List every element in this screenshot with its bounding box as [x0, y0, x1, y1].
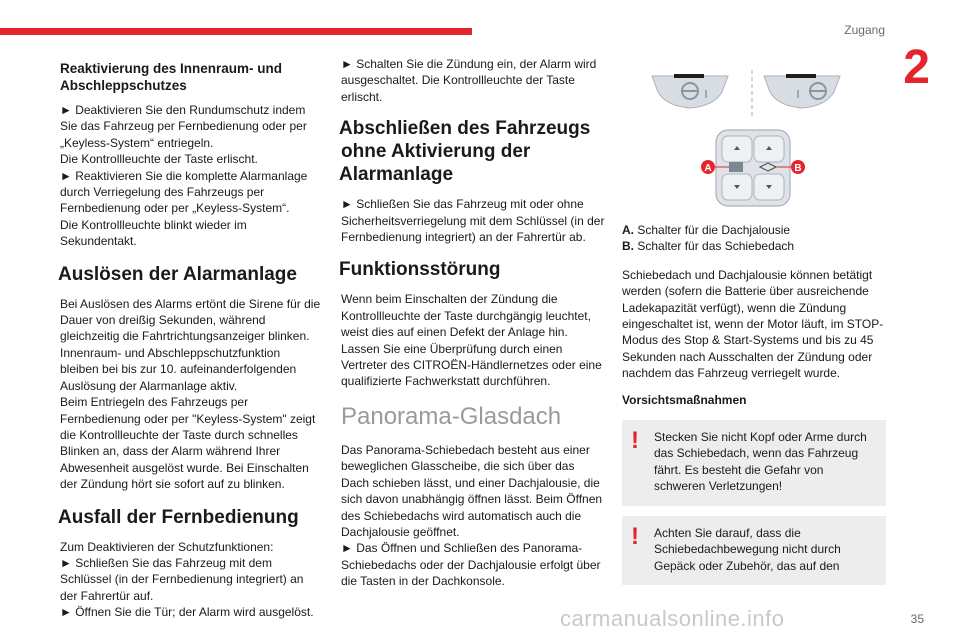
dome-light-right-icon	[764, 74, 840, 108]
dome-light-left-icon	[652, 74, 728, 108]
paragraph: ► Deaktivieren Sie den Rundumschutz indem Sie das Fahrzeug per Fernbedienung oder per „Keyless-System“ entriegeln.	[60, 103, 307, 150]
heading-reaktivierung: Reaktivierung des Innenraum- und Abschleppschutzes	[60, 61, 283, 93]
heading-ausloesen: Auslösen der Alarmanlage	[58, 263, 297, 285]
paragraph: Lassen Sie eine Überprüfung durch einen Vertreter des CITROËN-Händlernetzes oder eine qualifizierte Fachwerkstatt durchführen.	[341, 341, 602, 389]
paragraph: Die Kontrollleuchte der Taste erlischt.	[60, 152, 258, 167]
column-2	[341, 56, 605, 590]
paragraph: ► Das Öffnen und Schließen des Panorama-Schiebedachs oder der Dachjalousie erfolgt über die Tasten in der Dachkonsole.	[341, 541, 601, 589]
paragraph: Das Panorama-Schiebedach besteht aus einer beweglichen Glasscheibe, die sich über das Dach schieben lässt, und einer Dachjalousie, die sich davon unabhängig öffnen lässt. Beim Öffnen des Schiebedachs wird automatisch auch die Dachjalousie geöffnet.	[341, 442, 603, 539]
heading-panorama: Panorama-Glasdach	[341, 402, 562, 430]
paragraph: Wenn beim Einschalten der Zündung die Kontrollleuchte der Taste durchgängig leuchtet, weist dies auf einen Defekt der Anlage hin.	[341, 292, 591, 340]
heading-abschliessen	[339, 117, 605, 186]
roof-console-illustration	[622, 60, 886, 210]
warning-icon: !	[631, 427, 639, 455]
paragraph: ► Öffnen Sie die Tür; der Alarm wird ausgelöst.	[60, 605, 314, 620]
chapter-number: 2	[903, 41, 930, 94]
paragraph: ► Schließen Sie das Fahrzeug mit oder ohne Sicherheitsverriegelung mit dem Schlüssel (in der Fernbedienung integriert) an der Fahrertür ab.	[341, 197, 605, 245]
figure-captions	[622, 222, 886, 255]
paragraph: Die Kontrollleuchte blinkt wieder im Sekundentakt.	[60, 217, 247, 249]
column-1	[60, 56, 322, 621]
heading-line: ohne Aktivierung der	[341, 141, 531, 163]
paragraph: ► Reaktivieren Sie die komplette Alarmanlage durch Verriegelung des Fahrzeugs per Fernbedienung oder per „Keyless-System“.	[60, 168, 308, 216]
heading-line: Alarmanlage	[339, 164, 454, 186]
warning-icon: !	[631, 522, 639, 550]
roof-switch-panel	[716, 130, 790, 206]
caption-b: B. Schalter für das Schiebedach	[622, 239, 795, 254]
roof-console-figure	[622, 60, 886, 210]
heading-funktionsstoerung: Funktionsstörung	[339, 259, 501, 281]
page-number: 35	[910, 612, 924, 626]
warning-note	[622, 420, 886, 506]
paragraph: Bei Auslösen des Alarms ertönt die Sirene für die Dauer von dreißig Sekunden, während gleichzeitig die Fahrtrichtungsanzeiger blinken.	[60, 296, 321, 344]
header-accent-bar	[0, 28, 472, 35]
warning-note	[622, 516, 886, 585]
callout-a-label: A	[704, 163, 712, 174]
warning-text: Stecken Sie nicht Kopf oder Arme durch das Schiebedach, wenn das Fahrzeug fährt. Es besteht die Gefahr von schweren Verletzungen!	[654, 430, 867, 494]
column-3	[622, 60, 886, 595]
warning-text: Achten Sie darauf, dass die Schiebedachbewegung nicht durch Gepäck oder Zubehör, das auf den	[654, 525, 841, 573]
paragraph: Beim Entriegeln des Fahrzeugs per Fernbedienung oder per "Keyless-System" zeigt die Kontrollleuchte der Taste durch schnelles Blinken an, dass der Alarm während Ihrer Abwesenheit ausgelöst wurde. Bei Einschalten der Zündung hört sie sofort auf zu blinken.	[60, 395, 316, 492]
paragraph: Innenraum- und Abschleppschutzfunktion bleiben bei bis zur 10. aufeinanderfolgenden Auslösung der Alarmanlage aktiv.	[60, 345, 297, 393]
paragraph: ► Schließen Sie das Fahrzeug mit dem Schlüssel (in der Fernbedienung integriert) an der Fahrertür auf.	[60, 555, 304, 603]
section-name: Zugang	[844, 23, 885, 37]
heading-vorsicht: Vorsichtsmaßnahmen	[622, 392, 747, 407]
heading-ausfall: Ausfall der Fernbedienung	[58, 506, 299, 528]
heading-line: Abschließen des Fahrzeugs	[339, 118, 591, 140]
caption-a: A. Schalter für die Dachjalousie	[622, 223, 791, 237]
callout-b-label: B	[794, 163, 802, 174]
paragraph: ► Schalten Sie die Zündung ein, der Alarm wird ausgeschaltet. Die Kontrollleuchte der Taste erlischt.	[341, 57, 597, 104]
watermark: carmanualsonline.info	[560, 606, 785, 631]
paragraph: Zum Deaktivieren der Schutzfunktionen:	[60, 539, 274, 554]
paragraph: Schiebedach und Dachjalousie können betätigt werden (sofern die Batterie über ausreichende Ladekapazität verfügt), wenn die Zündung eingeschaltet ist, wenn der Motor läuft, im STOP-Modus des Stop & Start-Systems und bis zu 45 Sekunden nach Ausschalten der Zündung oder nachdem das Fahrzeug verriegelt wurde.	[622, 267, 884, 381]
